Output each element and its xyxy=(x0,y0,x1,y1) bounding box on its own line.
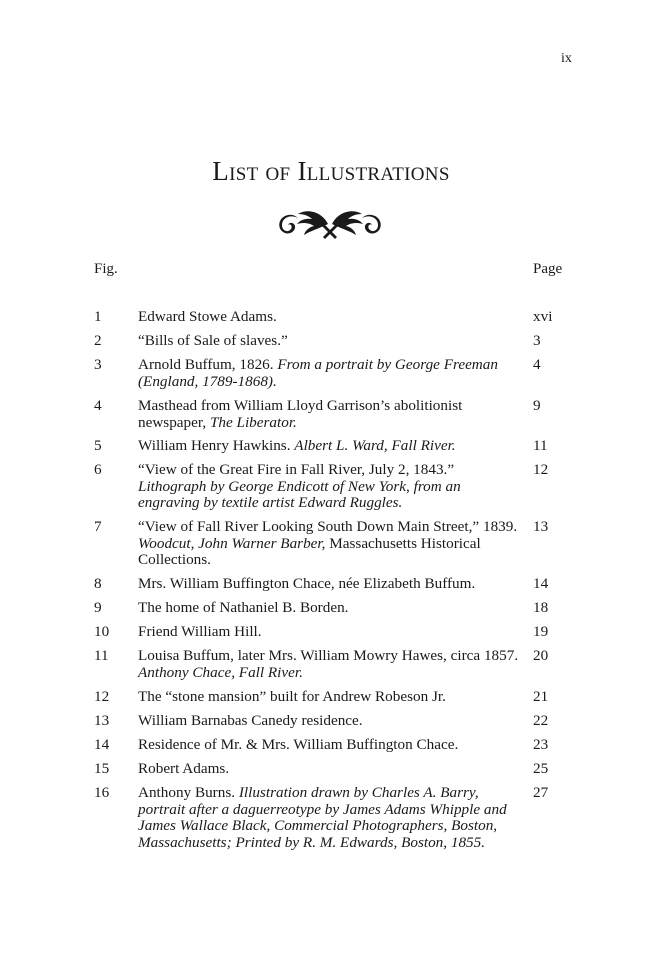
figure-number: 15 xyxy=(94,760,110,777)
figure-title: Arnold Buffum, 1826. xyxy=(138,356,274,373)
figure-description xyxy=(138,309,524,326)
figure-title: Masthead from William Lloyd Garrison’s abolitionist newspaper, xyxy=(138,397,463,431)
figure-number: 16 xyxy=(94,784,110,801)
figure-title: Residence of Mr. & Mrs. William Buffington Chace. xyxy=(138,736,459,753)
figure-number: 10 xyxy=(94,623,110,640)
page-reference: 19 xyxy=(533,623,549,640)
figure-number: 11 xyxy=(94,647,109,664)
figure-credit: From a portrait by George Freeman (England, 1789-1868). xyxy=(138,356,498,390)
page-reference: 22 xyxy=(533,712,549,729)
figure-title: Robert Adams. xyxy=(138,760,230,777)
figure-number: 5 xyxy=(94,437,102,454)
figure-number: 2 xyxy=(94,332,102,349)
figure-title: “View of the Great Fire in Fall River, July 2, 1843.” xyxy=(138,461,455,478)
figure-number: 13 xyxy=(94,712,110,729)
figure-source: Massachusetts Historical Collections. xyxy=(138,534,481,569)
figure-credit: The Liberator. xyxy=(209,413,297,431)
figure-title: “View of Fall River Looking South Down Main Street,” 1839. xyxy=(138,518,518,535)
figure-description xyxy=(138,438,524,455)
figure-description xyxy=(138,761,524,778)
page-reference: 21 xyxy=(533,688,549,705)
figure-credit: Anthony Chace, Fall River. xyxy=(138,663,303,681)
figure-description xyxy=(138,600,524,617)
figure-title: Louisa Buffum, later Mrs. William Mowry Hawes, circa 1857. xyxy=(138,647,519,664)
page-reference: 25 xyxy=(533,760,549,777)
figure-title: “Bills of Sale of slaves.” xyxy=(138,332,288,349)
figure-title: The “stone mansion” built for Andrew Robeson Jr. xyxy=(138,688,446,705)
figure-number: 14 xyxy=(94,736,110,753)
figure-number: 3 xyxy=(94,356,102,373)
figure-number: 1 xyxy=(94,308,102,325)
figure-credit: Lithograph by George Endicott of New York, from an engraving by textile artist Edward Ruggles. xyxy=(138,477,461,512)
figure-description xyxy=(138,462,524,512)
figure-number: 12 xyxy=(94,688,110,705)
figure-number: 9 xyxy=(94,599,102,616)
figure-credit: Woodcut, John Warner Barber, xyxy=(138,534,326,552)
figure-number: 8 xyxy=(94,575,102,592)
page-reference: 3 xyxy=(533,332,541,349)
page-reference: 12 xyxy=(533,461,549,478)
figure-title: William Henry Hawkins. xyxy=(138,437,291,454)
figure-description xyxy=(138,713,524,730)
figure-description xyxy=(138,689,524,706)
page-reference: 9 xyxy=(533,397,541,414)
figure-credit: Albert L. Ward, Fall River. xyxy=(294,437,456,454)
figure-title: William Barnabas Canedy residence. xyxy=(138,712,363,729)
figure-description xyxy=(138,737,524,754)
figure-description xyxy=(138,357,524,390)
column-header-page: Page xyxy=(533,261,563,277)
figure-number: 6 xyxy=(94,461,102,478)
figure-title: The home of Nathaniel B. Borden. xyxy=(138,599,349,616)
figure-description xyxy=(138,333,524,350)
figure-description xyxy=(138,648,524,681)
leaf-scroll-ornament-icon xyxy=(276,206,384,242)
figure-description xyxy=(138,398,524,431)
column-header-fig: Fig. xyxy=(94,261,118,277)
figure-title: Friend William Hill. xyxy=(138,623,262,640)
figure-description xyxy=(138,576,524,593)
page-reference: 18 xyxy=(533,599,549,616)
page-number: ix xyxy=(561,51,572,66)
figure-number: 7 xyxy=(94,518,102,535)
figure-title: Edward Stowe Adams. xyxy=(138,308,277,325)
figure-description xyxy=(138,785,524,851)
figure-description xyxy=(138,519,524,569)
page-reference: 13 xyxy=(533,518,549,535)
page-reference: 27 xyxy=(533,784,549,801)
page-reference: 14 xyxy=(533,575,549,592)
figure-title: Mrs. William Buffington Chace, née Elizabeth Buffum. xyxy=(138,575,476,592)
figure-credit: Illustration drawn by Charles A. Barry, portrait after a daguerreotype by James Adams Whipple and James Wallace Black, Commercial Photographers, Boston, Massachusetts; Printed by R. M. Edwards, Boston, 1855. xyxy=(138,784,507,851)
page-reference: 23 xyxy=(533,736,549,753)
figure-number: 4 xyxy=(94,397,102,414)
page-reference: xvi xyxy=(533,308,553,325)
page-reference: 11 xyxy=(533,437,548,454)
page-reference: 4 xyxy=(533,356,541,373)
figure-description xyxy=(138,624,524,641)
page-title: List of Illustrations xyxy=(212,156,450,186)
figure-title: Anthony Burns. xyxy=(138,784,236,801)
page-reference: 20 xyxy=(533,647,549,664)
